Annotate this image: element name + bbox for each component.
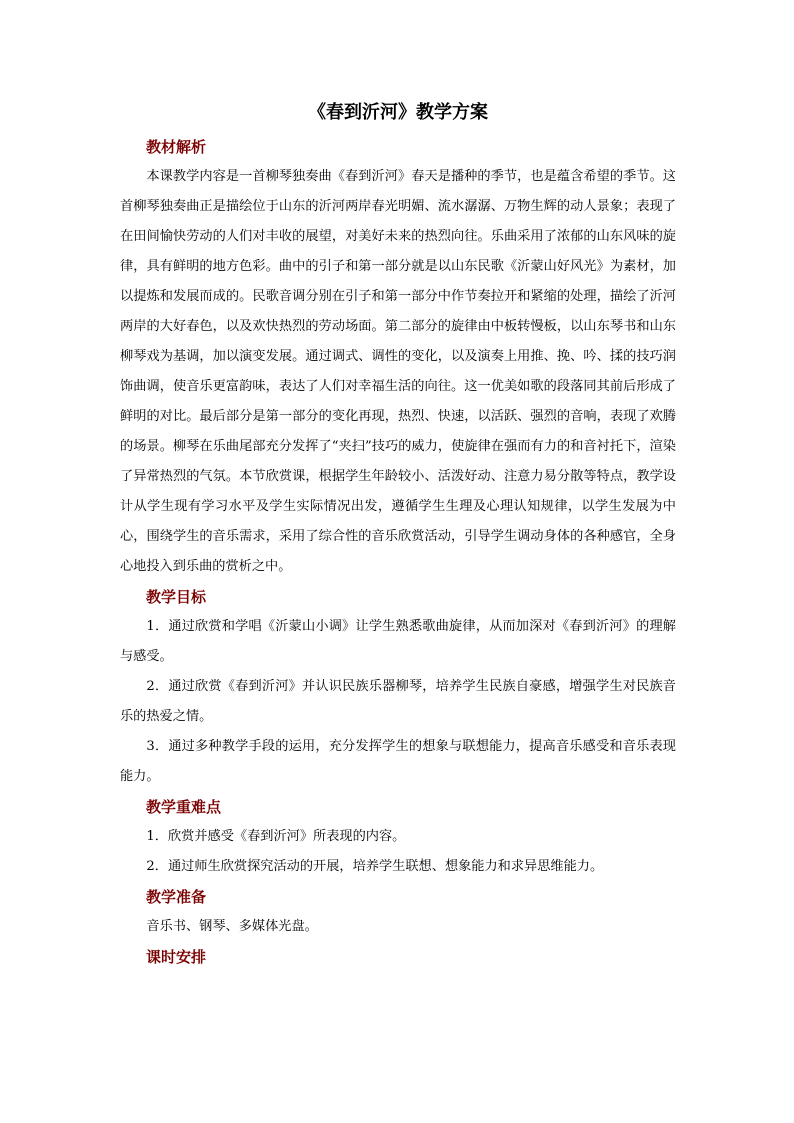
section-preparation — [120, 882, 676, 942]
section-heading: 课时安排 — [146, 948, 207, 966]
list-item: 1．欣赏并感受《春到沂河》所表现的内容。 — [146, 829, 406, 844]
section-heading: 教学准备 — [146, 888, 207, 906]
list-item: 2．通过欣赏《春到沂河》并认识民族乐器柳琴，培养学生民族自豪感，增强学生对民族音乐的热爱之情。 — [120, 679, 676, 724]
section-heading: 教材解析 — [146, 138, 207, 156]
list-item: 1．通过欣赏和学唱《沂蒙山小调》让学生熟悉歌曲旋律，从而加深对《春到沂河》的理解与感受。 — [120, 619, 676, 664]
document-title: 《春到沂河》教学方案 — [308, 102, 488, 123]
section-schedule — [120, 942, 676, 972]
section-teaching-goals — [120, 582, 676, 792]
section-key-points — [120, 792, 676, 882]
section-heading: 教学重难点 — [146, 798, 222, 816]
list-item: 3．通过多种教学手段的运用，充分发挥学生的想象与联想能力，提高音乐感受和音乐表现能力。 — [120, 739, 676, 784]
section-paragraph: 本课教学内容是一首柳琴独奏曲《春到沂河》春天是播种的季节，也是蕴含希望的季节。这首柳琴独奏曲正是描绘位于山东的沂河两岸春光明媚、流水潺潺、万物生辉的动人景象；表现了在田间愉快劳动的人们对丰收的展望，对美好未来的热烈向往。乐曲采用了浓郁的山东风味的旋律，具有鲜明的地方色彩。曲中的引子和第一部分就是以山东民歌《沂蒙山好风光》为素材，加以提炼和发展而成的。民歌音调分别在引子和第一部分中作节奏拉开和紧缩的处理，描绘了沂河两岸的大好春色，以及欢快热烈的劳动场面。第二部分的旋律由中板转慢板，以山东琴书和山东柳琴戏为基调，加以演变发展。通过调式、调性的变化，以及演奏上用推、挽、吟、揉的技巧润饰曲调，使音乐更富韵味，表达了人们对幸福生活的向往。这一优美如歌的段落同其前后形成了鲜明的对比。最后部分是第一部分的变化再现，热烈、快速，以活跃、强烈的音响，表现了欢腾的场景。柳琴在乐曲尾部充分发挥了“夹扫”技巧的威力，使旋律在强而有力的和音衬托下，渲染了异常热烈的气氛。本节欣赏课，根据学生年龄较小、活泼好动、注意力易分散等特点，教学设计从学生现有学习水平及学生实际情况出发，遵循学生生理及心理认知规律，以学生发展为中心，围绕学生的音乐需求，采用了综合性的音乐欣赏活动，引导学生调动身体的各种感官，全身心地投入到乐曲的赏析之中。 — [120, 169, 676, 574]
document-content — [120, 100, 676, 972]
list-item: 2．通过师生欣赏探究活动的开展，培养学生联想、想象能力和求异思维能力。 — [146, 859, 604, 874]
section-paragraph: 音乐书、钢琴、多媒体光盘。 — [146, 919, 318, 934]
section-heading: 教学目标 — [146, 588, 207, 606]
section-textbook-analysis — [120, 132, 676, 582]
